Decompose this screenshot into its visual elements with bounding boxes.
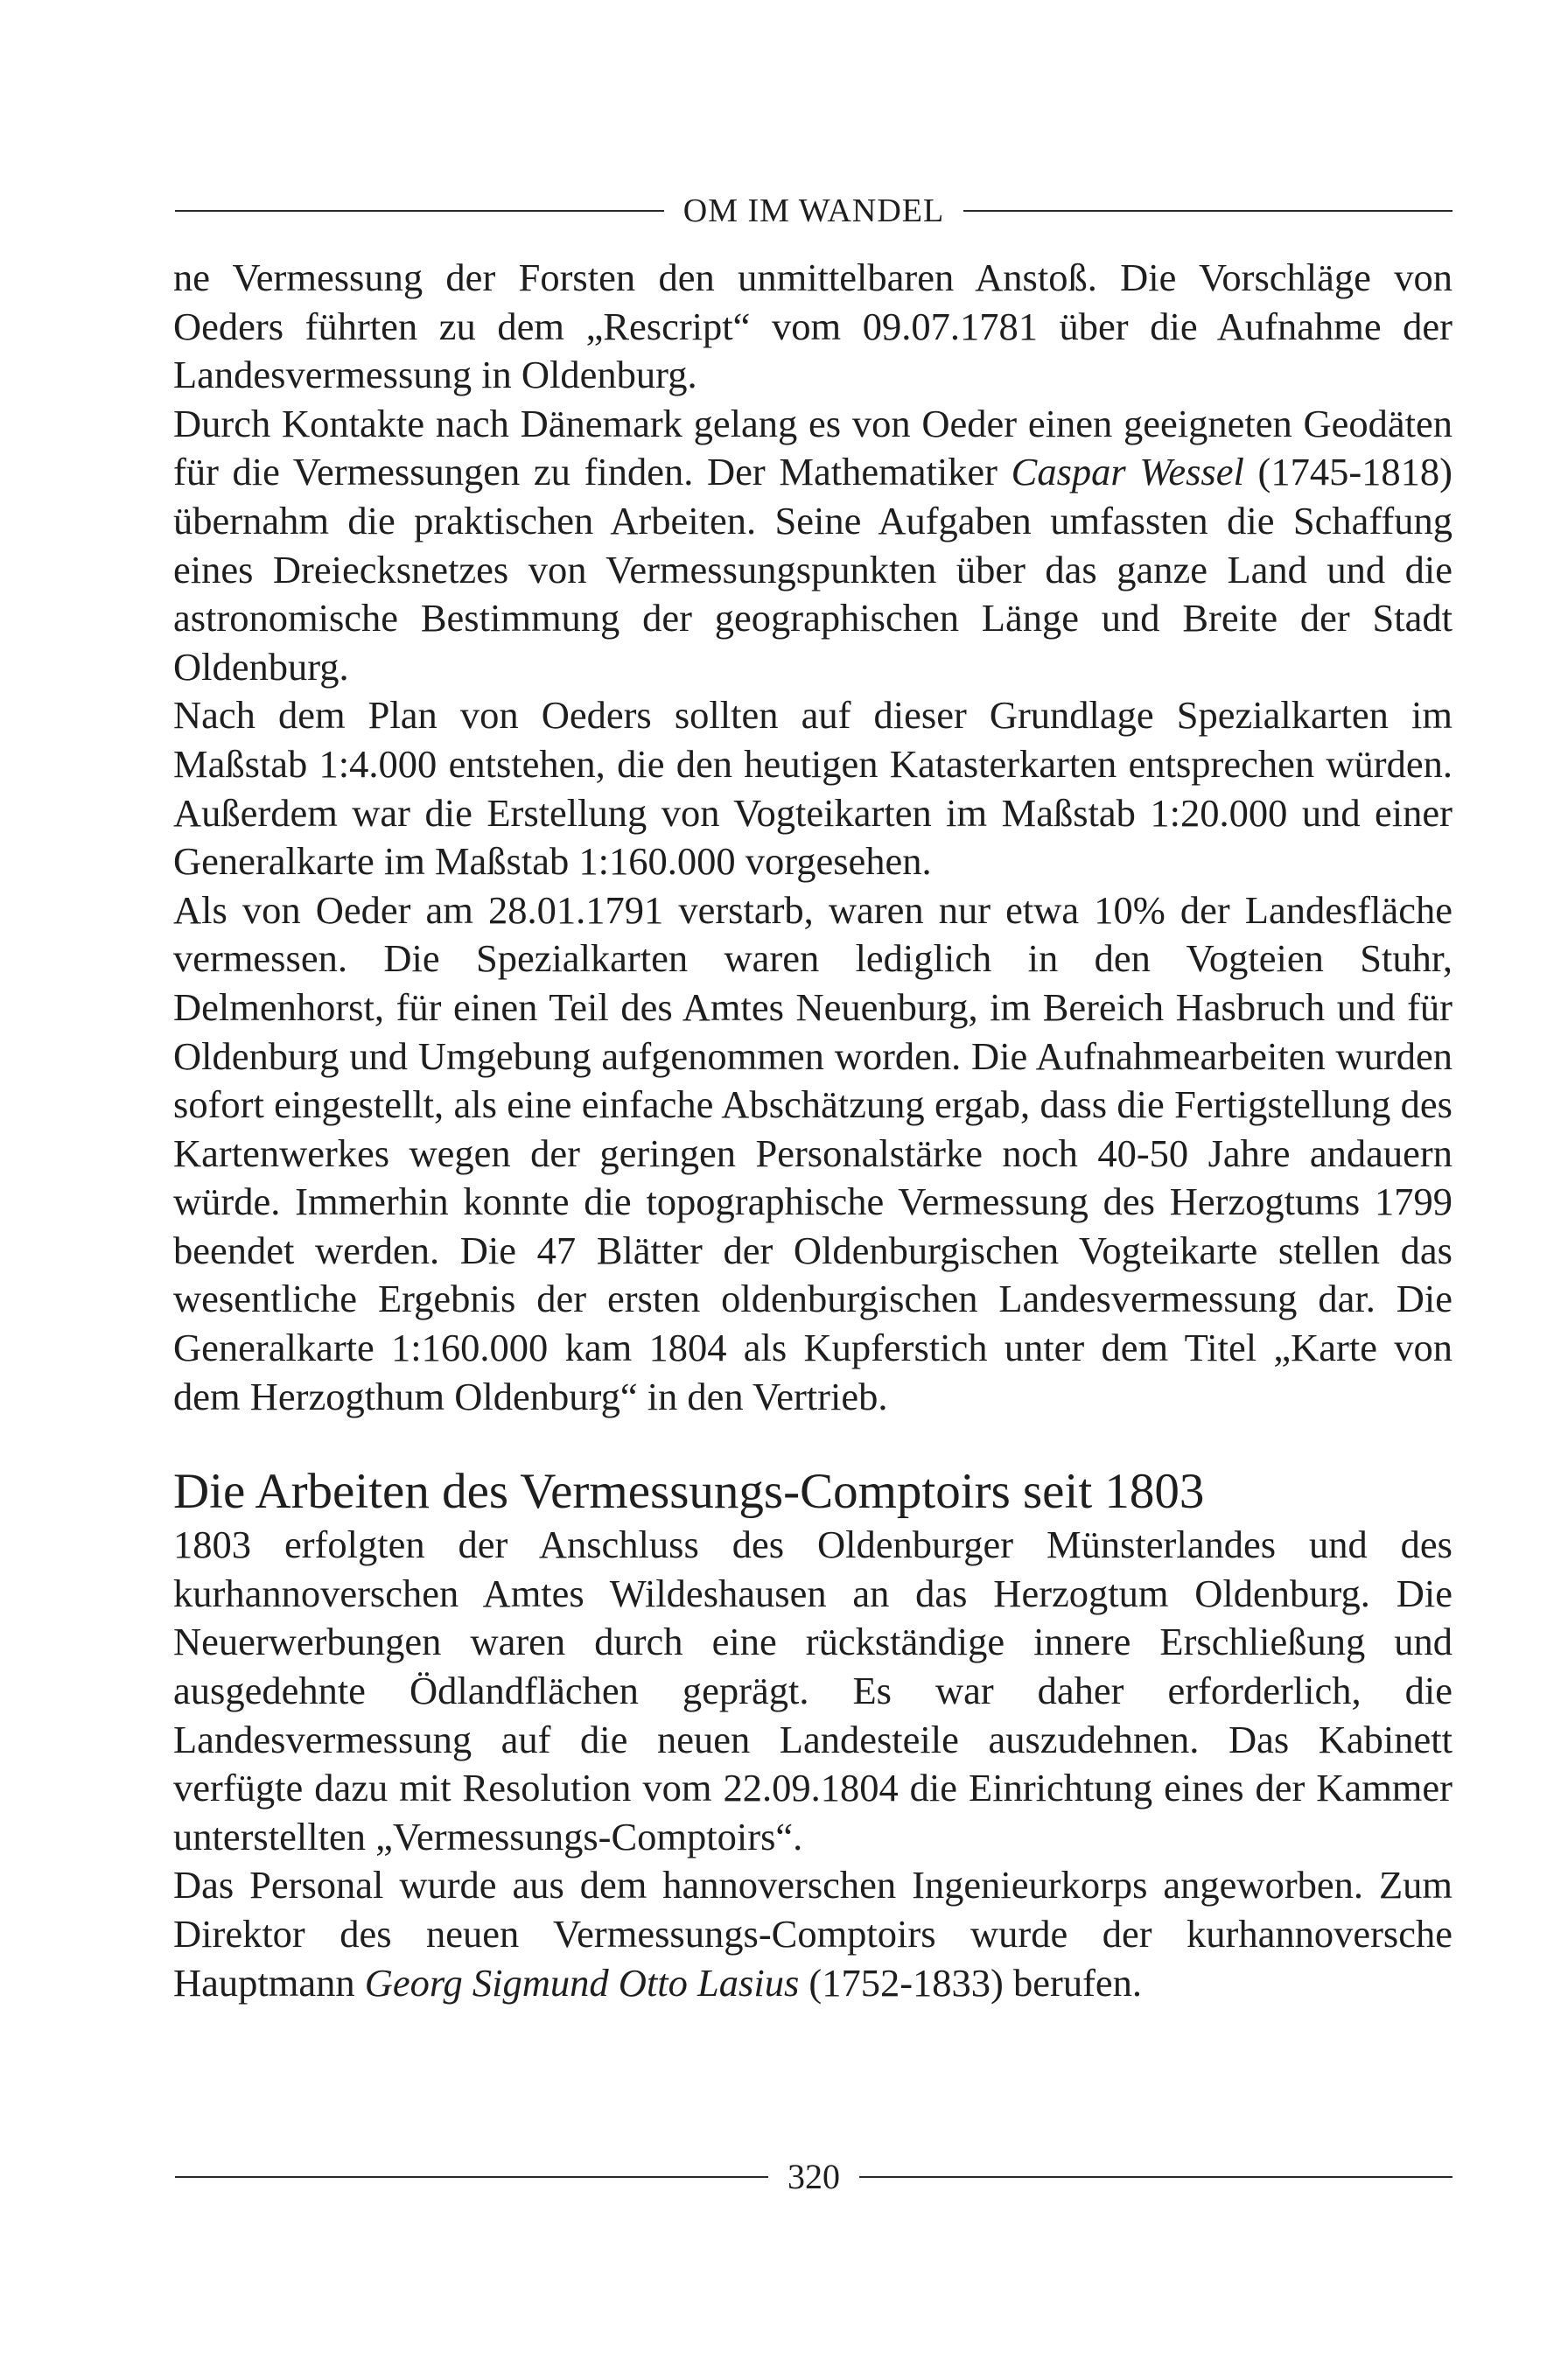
paragraph: Als von Oeder am 28.01.1791 verstarb, waren nur etwa 10% der Landesfläche vermessen. Die Spezialkarten waren lediglich in den Vogteien Stuhr, Delmenhorst, für einen Teil des Amtes Neuenburg, im Bereich Hasbruch und für Oldenburg und Umgebung aufgenommen worden. Die Aufnahmearbeiten wurden sofort eingestellt, als eine einfache Abschätzung ergab, dass die Fertigstellung des Kartenwerkes wegen der geringen Personalstärke noch 40-50 Jahre andauern würde. Immerhin konnte die topographische Vermessung des Herzogtums 1799 beendet werden. Die 47 Blätter der Oldenburgischen Vogteikarte stellen das wesentliche Ergebnis der ersten oldenburgischen Landesvermessung dar. Die Generalkarte 1:160.000 kam 1804 als Kupferstich unter dem Titel „Karte von dem Herzogthum Oldenburg“ in den Vertrieb. <box>173 887 1452 1418</box>
paragraph: 1803 erfolgten der Anschluss des Oldenburger Münsterlandes und des kurhannoverschen Amtes Wildeshausen an das Herzogtum Oldenburg. Die Neuerwerbungen waren durch eine rückständige innere Erschließung und ausgedehnte Ödlandflächen geprägt. Es war daher erforderlich, die Landesvermessung auf die neuen Landesteile auszudehnen. Das Kabinett verfügte dazu mit Resolution vom 22.09.1804 die Einrichtung eines der Kammer unterstellten „Vermessungs-Comptoirs“. <box>173 1522 1452 1858</box>
text-run: (1745-1818) übernahm die praktischen Arbeiten. Seine Aufgaben umfassten die Schaffung eines Dreiecksnetzes von Vermessungspunkten über das ganze Land und die astronomische Bestimmung der geographischen Länge und Breite der Stadt Oldenburg. <box>173 450 1452 689</box>
page-number: 320 <box>788 2157 840 2196</box>
running-header <box>175 194 1452 228</box>
footer-rule-right <box>859 2176 1452 2178</box>
section-heading: Die Arbeiten des Vermessungs-Comptoirs seit 1803 <box>173 1464 1205 1520</box>
body-text <box>173 254 1452 2007</box>
running-footer <box>175 2157 1452 2196</box>
text-run: Das Personal wurde aus dem hannoverschen Ingenieurkorps angeworben. Zum Direktor des neuen Vermessungs-Comptoirs wurde der kurhannoversche Hauptmann <box>173 1863 1452 2005</box>
header-rule-right <box>963 210 1452 212</box>
text-run: Durch Kontakte nach Dänemark gelang es von Oeder einen geeigneten Geodäten für die Vermessungen zu finden. Der Mathematiker <box>173 401 1452 494</box>
paragraph <box>173 1861 1452 2007</box>
paragraph: Nach dem Plan von Oeders sollten auf dieser Grundlage Spezialkarten im Maßstab 1:4.000 entstehen, die den heutigen Katasterkarten entsprechen würden. Außerdem war die Erstellung von Vogteikarten im Maßstab 1:20.000 und einer Generalkarte im Maßstab 1:160.000 vorgesehen. <box>173 693 1452 884</box>
text-run: (1752-1833) berufen. <box>799 1960 1143 2005</box>
person-name: Georg Sigmund Otto Lasius <box>364 1960 800 2005</box>
paragraph <box>173 400 1452 692</box>
header-rule-left <box>175 210 664 212</box>
person-name: Caspar Wessel <box>1011 450 1244 494</box>
footer-rule-left <box>175 2176 768 2178</box>
paragraph: ne Vermessung der Forsten den unmittelbaren Anstoß. Die Vorschläge von Oeders führten zu dem „Rescript“ vom 09.07.1781 über die Aufnahme der Landesvermessung in Oldenburg. <box>173 256 1452 397</box>
running-title: OM IM WANDEL <box>682 192 945 229</box>
